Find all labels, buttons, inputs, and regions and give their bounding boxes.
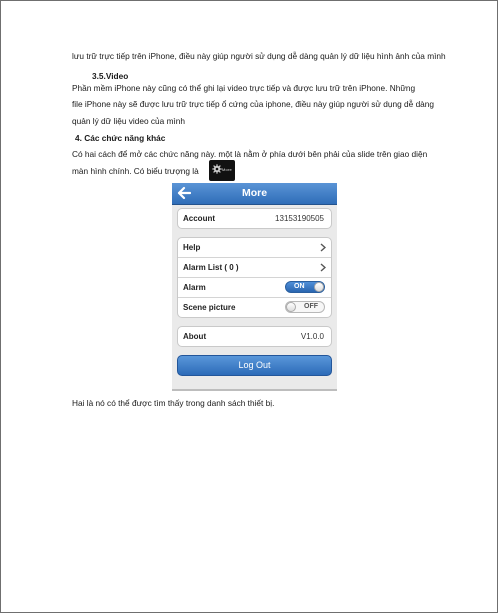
help-row[interactable] bbox=[178, 238, 331, 257]
section-heading-functions: 4. Các chức năng khác bbox=[75, 133, 166, 143]
account-row[interactable] bbox=[178, 209, 331, 228]
scene-toggle-text: OFF bbox=[304, 303, 318, 310]
paragraph-line: Phần mềm iPhone này cũng có thể ghi lại video trực tiếp và được lưu trữ trên iPhone. Những bbox=[72, 83, 416, 93]
log-out-button[interactable]: Log Out bbox=[177, 355, 332, 376]
phone-screenshot bbox=[172, 183, 337, 391]
alarm-label: Alarm bbox=[183, 283, 206, 292]
about-card bbox=[177, 326, 332, 347]
nav-title: More bbox=[241, 187, 268, 199]
about-value: V1.0.0 bbox=[300, 332, 324, 341]
settings-card bbox=[177, 237, 332, 318]
paragraph-line: màn hình chính. Có biểu trượng là bbox=[72, 166, 199, 176]
paragraph-line: Hai là nó có thể được tìm thấy trong danh sách thiết bị. bbox=[72, 398, 275, 408]
account-label: Account bbox=[183, 214, 215, 223]
alarm-toggle[interactable] bbox=[285, 281, 325, 293]
toggle-knob bbox=[314, 282, 324, 292]
about-row[interactable] bbox=[178, 327, 331, 346]
alarm-list-label: Alarm List ( 0 ) bbox=[183, 263, 239, 272]
chevron-right-icon bbox=[320, 263, 326, 272]
paragraph-line: lưu trữ trực tiếp trên iPhone, điều này giúp người sử dụng dễ dàng quản lý dữ liệu hình ảnh của mình bbox=[72, 51, 446, 61]
nav-bar bbox=[172, 183, 337, 205]
about-label: About bbox=[183, 332, 207, 341]
more-gear-icon bbox=[209, 160, 235, 181]
account-value: 13153190505 bbox=[275, 214, 324, 223]
paragraph-line: file iPhone này sẽ được lưu trữ trực tiếp ổ cứng của iphone, điều này giúp người sử dụng dễ dàng bbox=[72, 99, 435, 109]
scene-picture-toggle[interactable] bbox=[285, 301, 325, 313]
alarm-toggle-text: ON bbox=[294, 283, 305, 290]
scene-picture-label: Scene picture bbox=[183, 303, 236, 312]
alarm-row bbox=[178, 278, 331, 297]
help-label: Help bbox=[183, 243, 201, 252]
account-card bbox=[177, 208, 332, 229]
scene-picture-row bbox=[178, 298, 331, 317]
section-heading-video: 3.5.Video bbox=[92, 71, 129, 81]
chevron-right-icon bbox=[320, 243, 326, 252]
inline-icon-label: More bbox=[222, 167, 232, 172]
paragraph-line: Có hai cách để mở các chức năng này. một là nằm ở phía dưới bên phải của slide trên giao diện bbox=[72, 149, 428, 159]
paragraph-line: quản lý dữ liệu video của mình bbox=[72, 116, 186, 126]
phone-bottom-edge bbox=[172, 389, 337, 391]
alarm-list-row[interactable] bbox=[178, 258, 331, 277]
gear-icon bbox=[212, 164, 222, 174]
toggle-knob bbox=[286, 302, 296, 312]
